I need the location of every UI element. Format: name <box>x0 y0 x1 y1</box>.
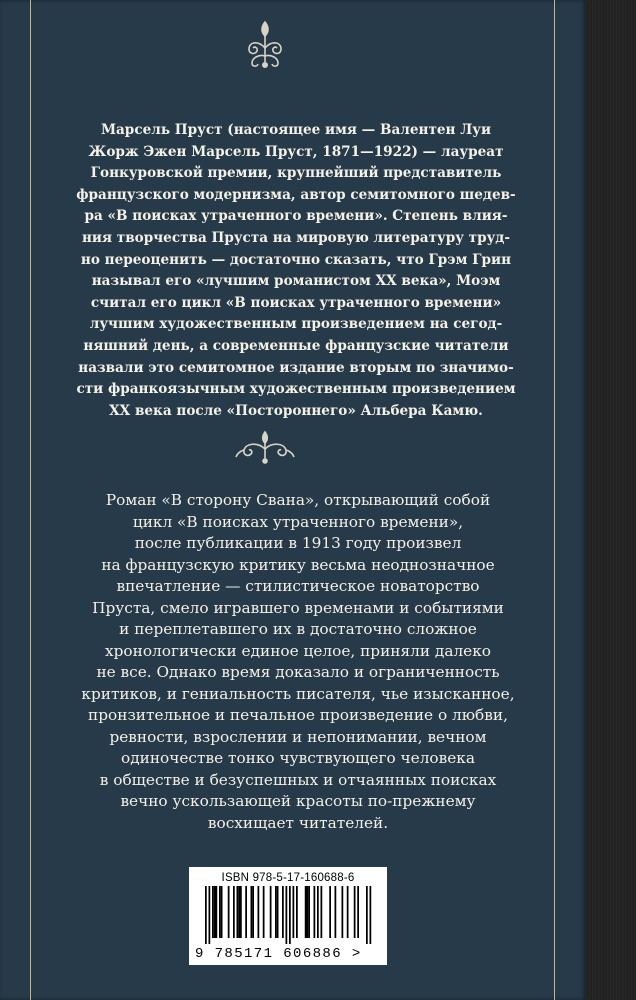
barcode-bar <box>317 886 319 938</box>
description-line: и переплетавшего их в достаточно сложное <box>119 620 477 638</box>
description-line: критиков, и гениальность писателя, чье изысканное, <box>81 684 515 703</box>
bio-line: Жорж Эжен Марсель Пруст, 1871—1922) — лауреат <box>88 143 504 160</box>
barcode-bar <box>258 886 260 938</box>
barcode-bar <box>221 886 223 938</box>
barcode-icon <box>197 886 379 944</box>
barcode-bar <box>282 886 284 938</box>
description-line: одиночестве тонко чувствующего человека <box>121 749 475 767</box>
author-biography <box>62 120 530 422</box>
barcode-bar <box>209 886 211 944</box>
barcode-bar <box>305 886 307 938</box>
barcode-bar <box>240 886 242 938</box>
barcode-bar <box>214 886 216 938</box>
isbn-barcode-block <box>189 867 387 965</box>
bio-line: XX века после «Постороннего» Альбера Камю. <box>109 402 483 419</box>
barcode-bar <box>233 886 235 938</box>
barcode-bar <box>212 886 214 938</box>
bio-line: лучшим художественным произведением на сегод- <box>89 316 503 333</box>
novel-description <box>62 490 534 834</box>
barcode-bar <box>321 886 323 938</box>
barcode-bar <box>251 886 253 938</box>
description-line: пронзительное и печальное произведение о любви, <box>88 706 508 724</box>
description-line: не все. Однако время доказало и ограниченность <box>96 663 500 681</box>
barcode-bar <box>354 886 356 938</box>
bio-line: Марсель Пруст (настоящее имя — Валентен Луи <box>100 122 492 138</box>
description-line: хронологически единое целое, приняли далеко <box>105 641 491 660</box>
bio-line: но переоценить — достаточно сказать, что Грэм Грин <box>80 251 512 268</box>
description-line: на французскую критику весьма неоднозначное <box>101 555 495 574</box>
description-line: вечно ускользающей красоты по-прежнему <box>120 792 476 810</box>
bio-line: называл его «лучшим романистом XX века», Моэм <box>91 273 501 290</box>
barcode-bar <box>366 886 368 944</box>
bio-line: сти франкоязычным художественным произведением <box>76 381 516 398</box>
barcode-bar <box>205 886 207 944</box>
barcode-bar <box>219 886 221 938</box>
barcode-bar <box>342 886 344 938</box>
barcode-bar <box>357 886 359 938</box>
barcode-bar <box>252 886 254 938</box>
barcode-bar <box>238 886 240 938</box>
barcode-bar <box>347 886 349 938</box>
description-line: цикл «В поисках утраченного времени», <box>132 512 464 531</box>
barcode-bar <box>270 886 272 938</box>
barcode-bar <box>277 886 279 938</box>
bio-line: ния творчества Пруста на мировую литературу труд- <box>81 229 511 246</box>
description-line: восхищает читателей. <box>207 813 389 832</box>
barcode-bar <box>245 886 247 938</box>
barcode-bar <box>335 886 337 938</box>
barcode-bar <box>216 886 218 938</box>
barcode-bar <box>308 886 310 938</box>
description-line: Пруста, смело игравшего временами и событиями <box>92 598 504 617</box>
description-line: в обществе и безуспешных и отчаянных поисках <box>99 770 497 789</box>
fleur-ornament-icon <box>240 18 290 70</box>
bio-line: считал его цикл «В поисках утраченного времени» <box>90 294 502 311</box>
description-line: впечатление — стилистическое новаторство <box>116 577 480 595</box>
barcode-bar <box>296 886 298 938</box>
scroll-ornament-icon <box>232 430 298 464</box>
barcode-bar <box>275 886 277 938</box>
barcode-bar <box>237 886 239 938</box>
isbn-label: ISBN 978-5-17-160688-6 <box>221 872 355 884</box>
description-line: после публикации в 1913 году произвел <box>134 534 462 552</box>
barcode-bar <box>370 886 372 944</box>
bio-line: ра «В поисках утраченного времени». Степень влия- <box>84 208 508 225</box>
bio-line: няшний день, а современные французские читатели <box>83 337 509 354</box>
bio-line: французского модернизма, автор семитомного шедев- <box>76 186 516 203</box>
description-line: ревности, взрослении и непонимании, вечном <box>109 727 487 746</box>
ean-digits: 9 785171 606886 > <box>195 946 362 962</box>
book-spine <box>586 0 636 1000</box>
barcode-bar <box>314 886 316 938</box>
bio-line: Гонкуровской премии, крупнейший представитель <box>90 165 502 182</box>
barcode-bar <box>228 886 230 938</box>
bio-line: назвали это семитомное издание вторым по значимо- <box>78 359 514 376</box>
barcode-bar <box>263 886 265 938</box>
barcode-bar <box>329 886 331 938</box>
barcode-bar <box>286 886 288 944</box>
barcode-bar <box>307 886 309 938</box>
barcode-bar <box>289 886 291 944</box>
barcode-bar <box>293 886 295 938</box>
description-line: Роман «В сторону Свана», открывающий собой <box>105 491 491 509</box>
